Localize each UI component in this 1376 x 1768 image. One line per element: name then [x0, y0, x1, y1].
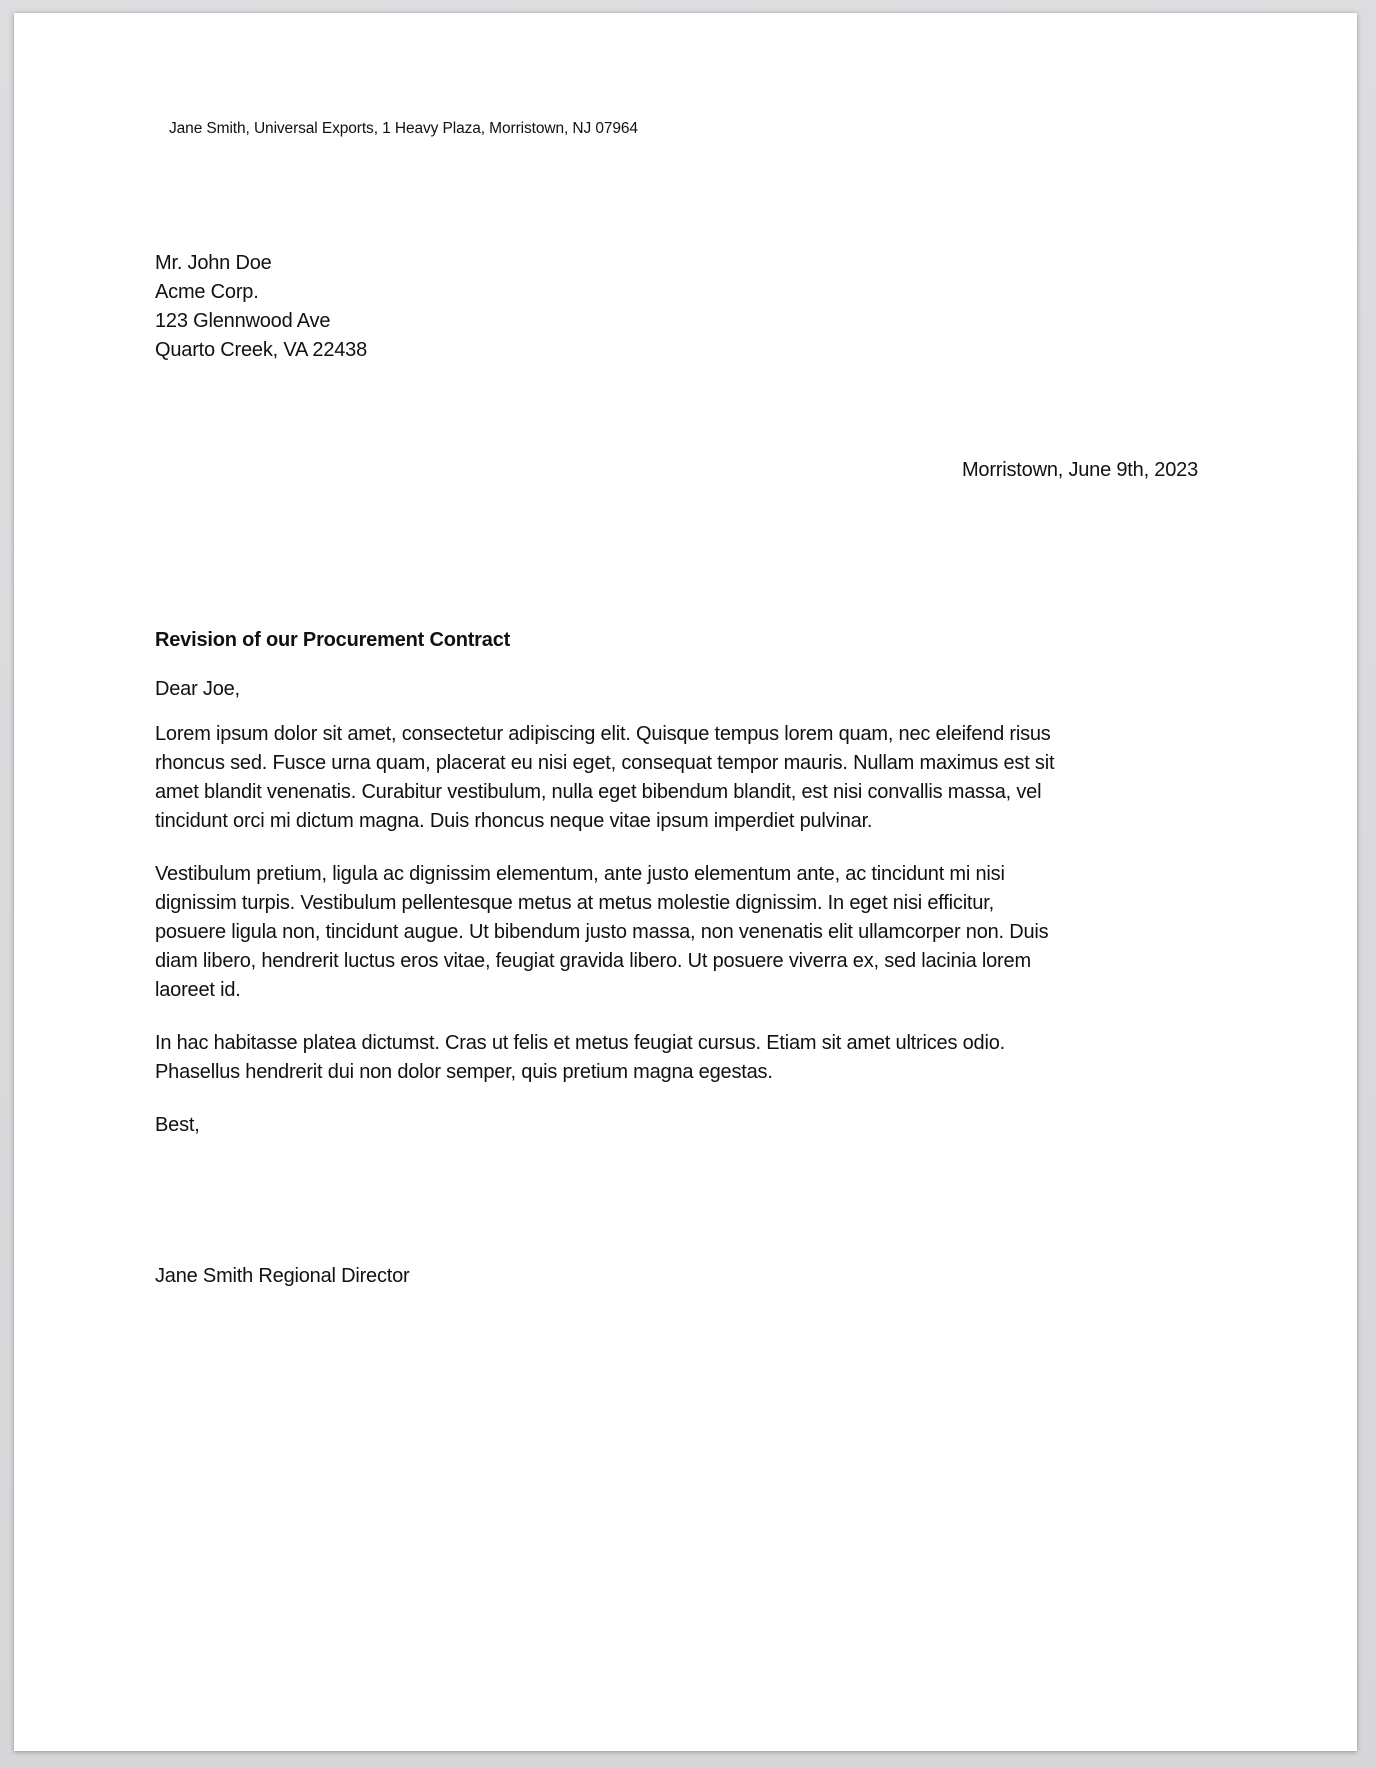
body-paragraph-1: Lorem ipsum dolor sit amet, consectetur adipiscing elit. Quisque tempus lorem quam, nec eleifend risus rhoncus sed. Fusce urna quam, placerat eu nisi eget, consequat tempor mauris. Nullam maximus est sit amet blandit venenatis. Curabitur vestibulum, nulla eget bibendum blandit, est nisi convallis massa, vel tincidunt orci mi dictum magna. Duis rhoncus neque vitae ipsum imperdiet pulvinar.: [155, 723, 1055, 832]
place-and-date: Morristown, June 9th, 2023: [961, 459, 1198, 481]
recipient-address-block: [155, 249, 367, 365]
closing-phrase: Best,: [155, 1114, 200, 1136]
sender-return-address: Jane Smith, Universal Exports, 1 Heavy Plaza, Morristown, NJ 07964: [169, 120, 638, 137]
signature-space: [155, 1164, 1065, 1262]
salutation: Dear Joe,: [155, 678, 240, 700]
body-paragraph-3: In hac habitasse platea dictumst. Cras ut felis et metus feugiat cursus. Etiam sit amet ultrices odio. Phasellus hendrerit dui non dolor semper, quis pretium magna egestas.: [155, 1032, 1005, 1083]
signature-name-title: Jane Smith Regional Director: [155, 1265, 410, 1287]
recipient-name: Mr. John Doe: [155, 252, 272, 274]
recipient-street: 123 Glennwood Ave: [155, 310, 331, 332]
letter-body: [155, 626, 1065, 1291]
date-row: [155, 459, 1198, 482]
letter-page: [14, 13, 1357, 1751]
subject-line: Revision of our Procurement Contract: [155, 629, 511, 651]
body-paragraph-2: Vestibulum pretium, ligula ac dignissim elementum, ante justo elementum ante, ac tincidunt mi nisi dignissim turpis. Vestibulum pellentesque metus at metus molestie dignissim. In eget nisi efficitur, posuere ligula non, tincidunt augue. Ut bibendum justo massa, non venenatis elit ullamcorper non. Duis diam libero, hendrerit luctus eros vitae, feugiat gravida libero. Ut posuere viverra ex, sed lacinia lorem laoreet id.: [155, 863, 1049, 1001]
recipient-company: Acme Corp.: [155, 281, 259, 303]
recipient-city-state-zip: Quarto Creek, VA 22438: [155, 339, 368, 361]
